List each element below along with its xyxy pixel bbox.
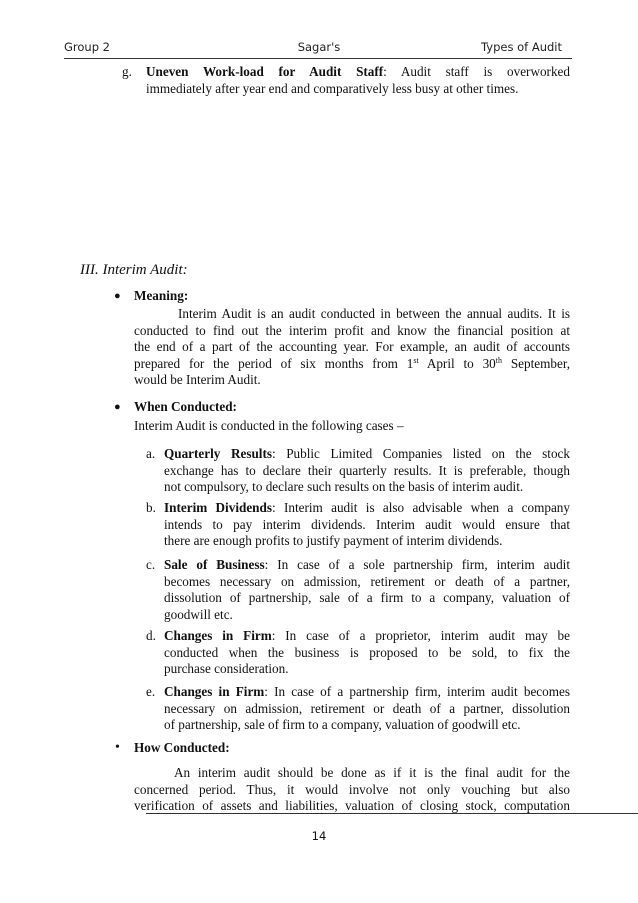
running-header-left: Group 2 (64, 40, 110, 54)
meaning-paragraph: Interim Audit is an audit conducted in between the annual audits. It is conducted to find out the interim profit and know the financial position at the end of a part of the accounting year. For example, an audit of accounts prepared for the period of six months from 1st April to 30th September, would be Interim Audit. (134, 306, 570, 388)
item-g-title: Uneven Work-load for Audit Staff (146, 64, 384, 79)
section-title: III. Interim Audit: (80, 262, 188, 278)
case-c-marker: c. (146, 557, 156, 572)
meaning-bullet: ● (114, 290, 121, 302)
case-d-marker: d. (146, 628, 156, 643)
when-bullet: ● (114, 401, 121, 413)
case-e-title: Changes in Firm (164, 684, 265, 699)
case-b-text: Interim Dividends: Interim audit is also advisable when a company intends to pay interim dividends. Interim audit would ensure that there are enough profits to justify payment of interim dividends. (164, 500, 570, 549)
case-a-title: Quarterly Results (164, 446, 272, 461)
when-intro: Interim Audit is conducted in the following cases – (134, 418, 404, 433)
case-a-marker: a. (146, 446, 156, 461)
page-number: 14 (311, 829, 327, 843)
item-g-marker: g. (122, 64, 132, 79)
meaning-heading: Meaning: (134, 288, 189, 303)
case-e-marker: e. (146, 684, 156, 699)
how-paragraph: An interim audit should be done as if it is the final audit for the concerned period. Thus, it would involve not only vouching but also verification of assets and liabilities, valuation of closing stock, computation (134, 765, 570, 814)
case-a-text: Quarterly Results: Public Limited Companies listed on the stock exchange has to declare their quarterly results. It is preferable, though not compulsory, to declare such results on the basis of interim audit. (164, 446, 570, 495)
case-c-title: Sale of Business (164, 557, 265, 572)
case-b-title: Interim Dividends (164, 500, 272, 515)
how-heading: How Conducted: (134, 740, 230, 755)
item-g-text: Uneven Work-load for Audit Staff: Audit staff is overworked immediately after year end and comparatively less busy at other times. (146, 64, 570, 96)
running-header-center: Sagar's (297, 40, 341, 54)
case-d-text: Changes in Firm: In case of a proprietor, interim audit may be conducted when the business is proposed to be sold, to fix the purchase consideration. (164, 628, 570, 677)
footer-rule (146, 813, 638, 814)
how-bullet: • (115, 740, 120, 755)
when-heading: When Conducted: (134, 399, 237, 414)
running-header-right: Types of Audit (481, 40, 562, 54)
case-c-text: Sale of Business: In case of a sole partnership firm, interim audit becomes necessary on admission, retirement or death of a partner, dissolution of partnership, sale of a firm to a company, valuation of goodwill etc. (164, 557, 570, 622)
case-e-text: Changes in Firm: In case of a partnership firm, interim audit becomes necessary on admission, retirement or death of a partner, dissolution of partnership, sale of firm to a company, valuation of goodwill etc. (164, 684, 570, 733)
case-b-marker: b. (146, 500, 156, 515)
header-rule (64, 58, 572, 59)
case-d-title: Changes in Firm (164, 628, 272, 643)
